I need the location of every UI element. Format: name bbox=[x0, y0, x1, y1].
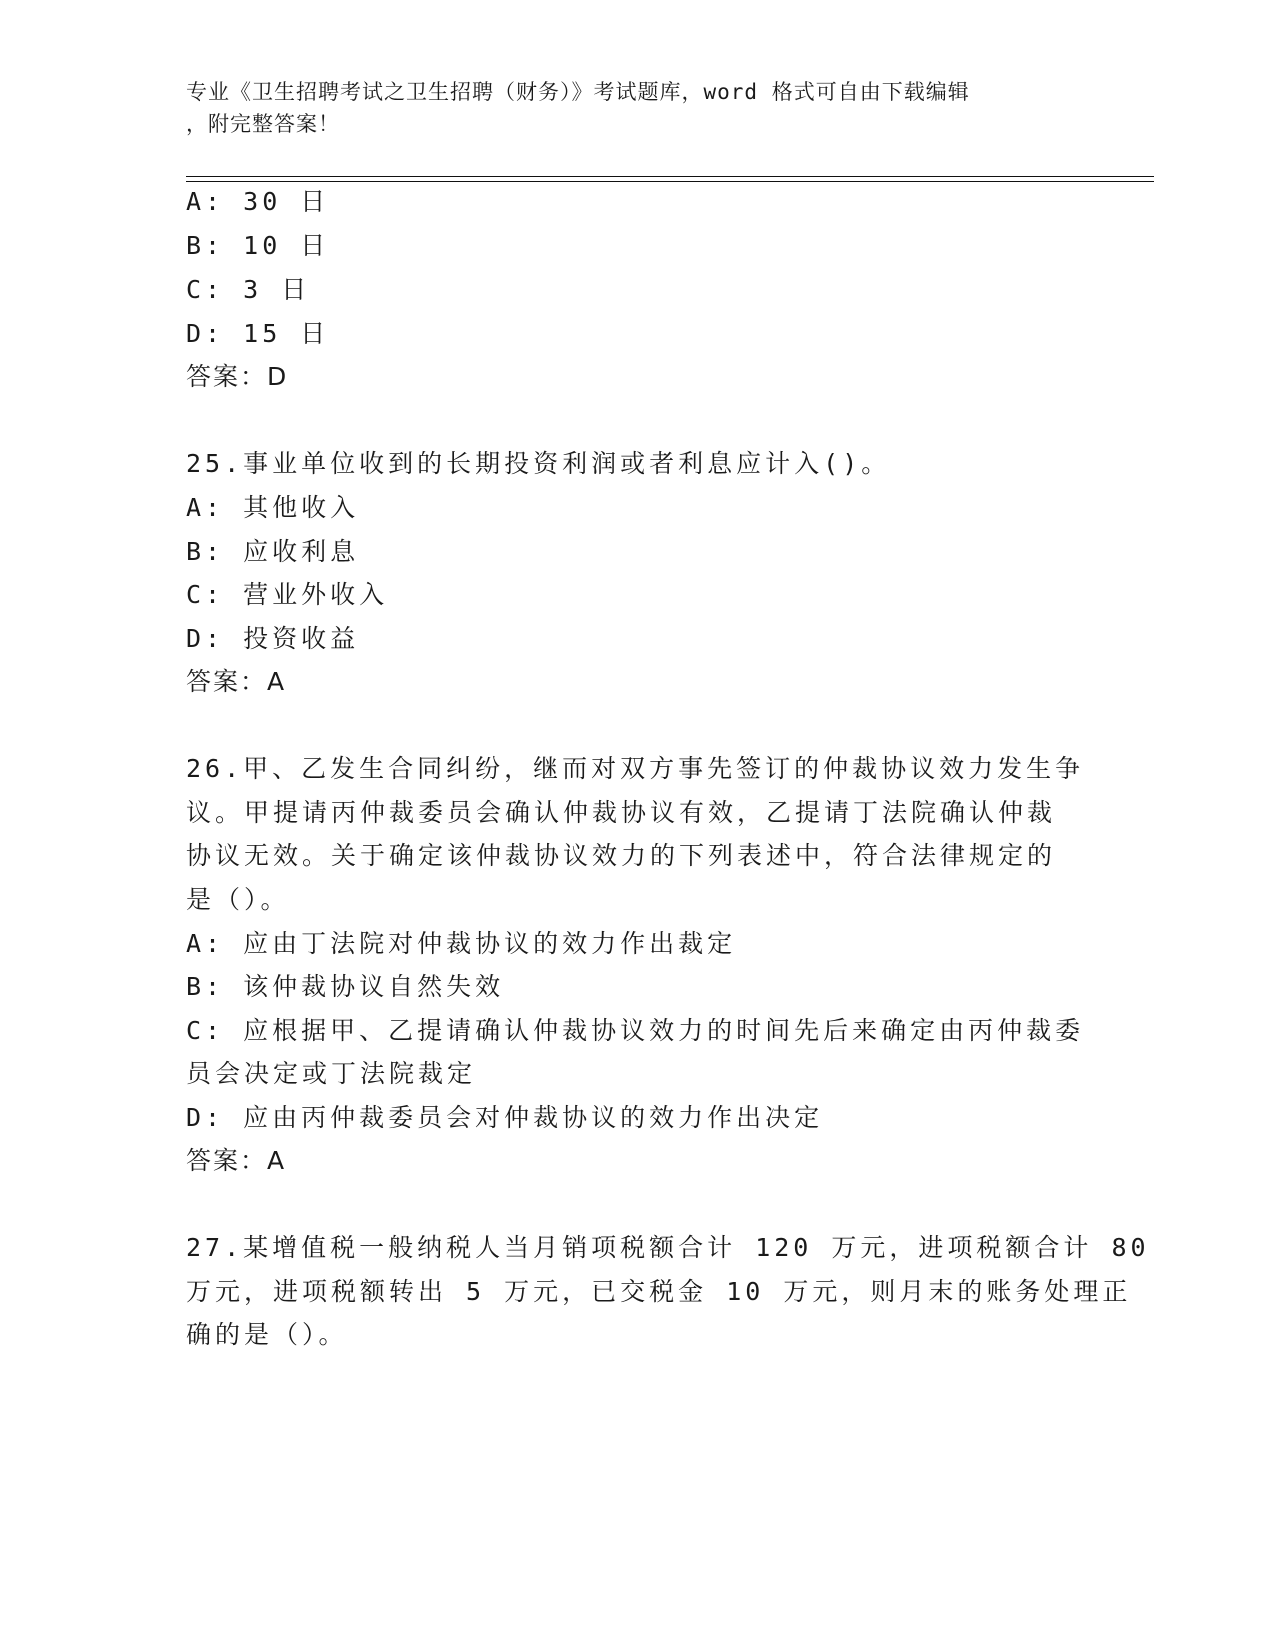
q25-answer: 答案：A bbox=[186, 667, 287, 696]
q26-option-c: C: 应根据甲、乙提请确认仲裁协议效力的时间先后来确定由丙仲裁委 bbox=[186, 1016, 1085, 1045]
q24-option-c: C: 3 日 bbox=[186, 275, 311, 304]
q25-option-d: D: 投资收益 bbox=[186, 624, 360, 653]
q25-option-c: C: 营业外收入 bbox=[186, 580, 389, 609]
q27-stem-line-2: 万元，进项税额转出 5 万元，已交税金 10 万元，则月末的账务处理正 bbox=[186, 1277, 1132, 1306]
header-line-1: 专业《卫生招聘考试之卫生招聘（财务）》考试题库，word 格式可自由下载编辑 bbox=[186, 80, 970, 104]
q26-stem-line-4: 是（）。 bbox=[186, 885, 290, 914]
q24-option-b: B: 10 日 bbox=[186, 231, 330, 260]
q24-option-d: D: 15 日 bbox=[186, 319, 330, 348]
q24-option-a: A: 30 日 bbox=[186, 187, 330, 216]
q26-answer: 答案：A bbox=[186, 1146, 287, 1175]
header-line-2: ，附完整答案！ bbox=[186, 112, 340, 136]
q26-option-c-cont: 员会决定或丁法院裁定 bbox=[186, 1059, 477, 1088]
q26-option-d: D: 应由丙仲裁委员会对仲裁协议的效力作出决定 bbox=[186, 1103, 824, 1132]
q26-option-b: B: 该仲裁协议自然失效 bbox=[186, 972, 505, 1001]
q25-option-a: A: 其他收入 bbox=[186, 493, 360, 522]
q24-answer: 答案：D bbox=[186, 362, 289, 391]
q26-option-a: A: 应由丁法院对仲裁协议的效力作出裁定 bbox=[186, 929, 737, 958]
q26-stem-line-2: 议。甲提请丙仲裁委员会确认仲裁协议有效，乙提请丁法院确认仲裁 bbox=[186, 798, 1057, 827]
q27-stem-line-1: 27.某增值税一般纳税人当月销项税额合计 120 万元，进项税额合计 80 bbox=[186, 1233, 1150, 1262]
header-divider-bottom bbox=[186, 181, 1154, 182]
q26-stem-line-1: 26.甲、乙发生合同纠纷，继而对双方事先签订的仲裁协议效力发生争 bbox=[186, 754, 1085, 783]
q27-stem-line-3: 确的是（）。 bbox=[186, 1320, 348, 1349]
document-header bbox=[186, 76, 1066, 140]
q26-stem-line-3: 协议无效。关于确定该仲裁协议效力的下列表述中，符合法律规定的 bbox=[186, 841, 1057, 870]
q25-stem: 25.事业单位收到的长期投资利润或者利息应计入()。 bbox=[186, 449, 891, 478]
q25-option-b: B: 应收利息 bbox=[186, 537, 360, 566]
header-divider-top bbox=[186, 176, 1154, 177]
